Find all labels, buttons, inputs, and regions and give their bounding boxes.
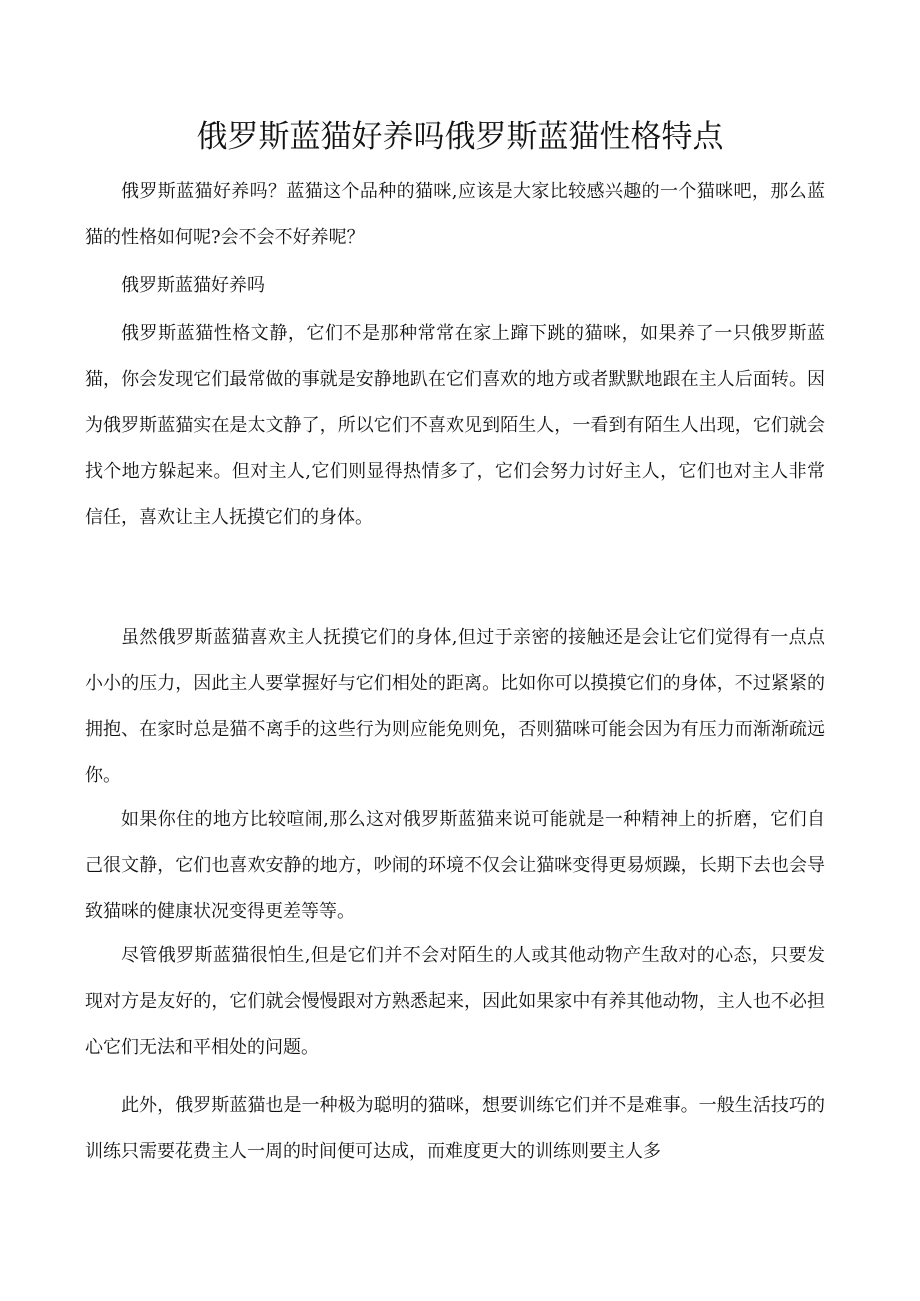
body-paragraph: 此外，俄罗斯蓝猫也是一种极为聪明的猫咪，想要训练它们并不是难事。一般生活技巧的训练只需要花费主人一周的时间便可达成，而难度更大的训练则要主人多: [85, 1095, 825, 1162]
body-paragraph: 虽然俄罗斯蓝猫喜欢主人抚摸它们的身体,但过于亲密的接触还是会让它们觉得有一点点小小的压力，因此主人要掌握好与它们相处的距离。比如你可以摸摸它们的身体，不过紧紧的拥抱、在家时总是猫不离手的这些行为则应能免则免，否则猫咪可能会因为有压力而渐渐疏远你。: [85, 627, 825, 786]
body-paragraph: 俄罗斯蓝猫性格文静，它们不是那种常常在家上蹿下跳的猫咪，如果养了一只俄罗斯蓝猫，你会发现它们最常做的事就是安静地趴在它们喜欢的地方或者默默地跟在主人后面转。因为俄罗斯蓝猫实在是太文静了，所以它们不喜欢见到陌生人，一看到有陌生人出现，它们就会找个地方躲起来。但对主人,它们则显得热情多了，它们会努力讨好主人，它们也对主人非常信任，喜欢让主人抚摸它们的身体。: [85, 323, 825, 528]
body-paragraph: 尽管俄罗斯蓝猫很怕生,但是它们并不会对陌生的人或其他动物产生敌对的心态，只要发现对方是友好的，它们就会慢慢跟对方熟悉起来，因此如果家中有养其他动物，主人也不必担心它们无法和平相处的问题。: [85, 945, 825, 1058]
section-heading: 俄罗斯蓝猫好养吗: [121, 275, 265, 296]
intro-paragraph: 俄罗斯蓝猫好养吗？蓝猫这个品种的猫咪,应该是大家比较感兴趣的一个猫咪吧，那么蓝猫的性格如何呢?会不会不好养呢？: [85, 181, 825, 248]
document-title: 俄罗斯蓝猫好养吗俄罗斯蓝猫性格特点: [196, 119, 724, 155]
body-paragraph: 如果你住的地方比较喧闹,那么这对俄罗斯蓝猫来说可能就是一种精神上的折磨，它们自己很文静，它们也喜欢安静的地方，吵闹的环境不仅会让猫咪变得更易烦躁，长期下去也会导致猫咪的健康状况变得更差等等。: [85, 809, 825, 922]
